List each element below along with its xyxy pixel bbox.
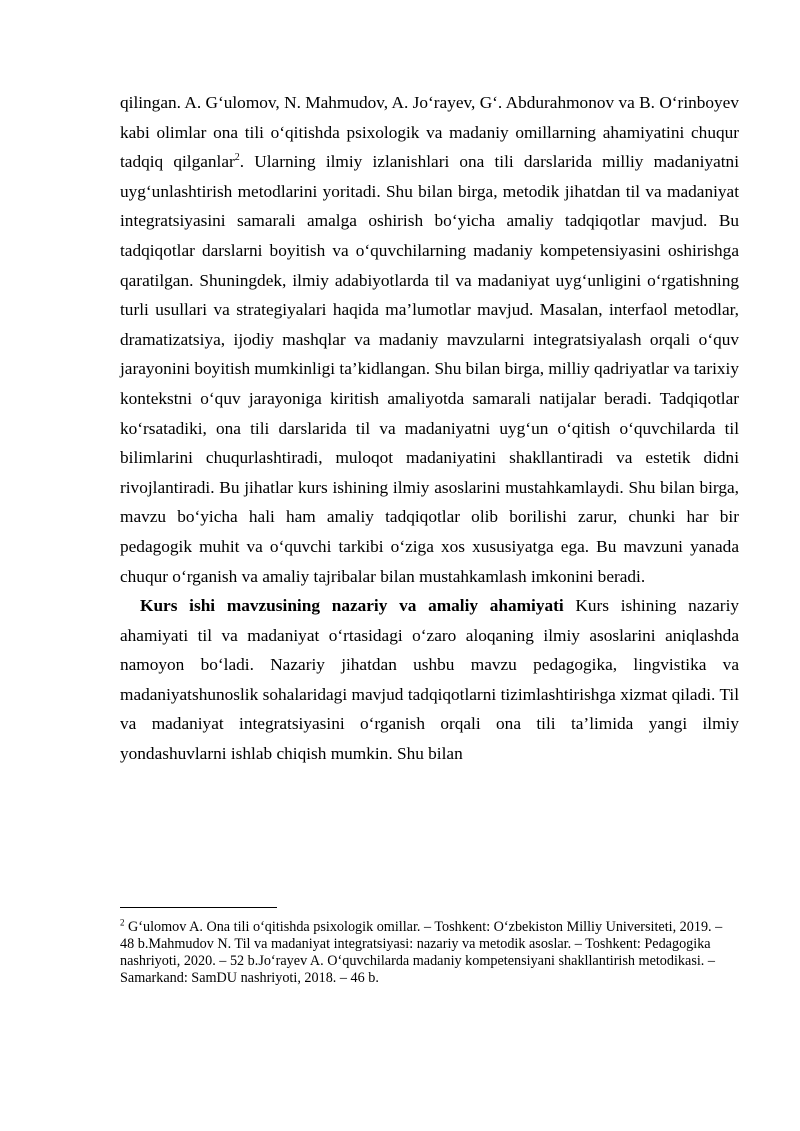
document-body (120, 88, 739, 769)
paragraph-1-text-end: . Ularning ilmiy izlanishlari ona tili darslarida milliy madaniyatni uyg‘unlashtirish metodlarini yoritadi. Shu bilan birga, metodik jihatdan til va madaniyat integratsiyasini samarali amalga oshirish bo‘yicha amaliy tadqiqotlar mavjud. Bu tadqiqotlar darslarni boyitish va o‘quvchilarning madaniy kompetensiyasini oshirishga qaratilgan. Shuningdek, ilmiy adabiyotlarda til va madaniyat uyg‘unligini o‘rgatishning turli usullari va strategiyalari haqida ma’lumotlar mavjud. Masalan, interfaol metodlar, dramatizatsiya, ijodiy mashqlar va madaniy mavzularni integratsiyalash orqali o‘quv jarayonini boyitish mumkinligi ta’kidlangan. Shu bilan birga, milliy qadriyatlar va tarixiy kontekstni o‘quv jarayoniga kiritish amaliyotda samarali natijalar beradi. Tadqiqotlar ko‘rsatadiki, ona tili darslarida til va madaniyatni uyg‘un o‘qitish o‘quvchilarda til bilimlarini chuqurlashtiradi, muloqot madaniyatini shakllantiradi va estetik didni rivojlantiradi. Bu jihatlar kurs ishining ilmiy asoslarini mustahkamlaydi. Shu bilan birga, mavzu bo‘yicha hali ham amaliy tadqiqotlar olib borilishi zarur, chunki har bir pedagogik muhit va o‘quvchi tarkibi o‘ziga xos xususiyatga ega. Bu mavzuni yanada chuqur o‘rganish va amaliy tajribalar bilan mustahkamlash imkonini beradi. (120, 152, 740, 586)
paragraph-2-text: Kurs ishining nazariy ahamiyati til va madaniyat o‘rtasidagi o‘zaro aloqaning ilmiy asoslarini aniqlashda namoyon bo‘ladi. Nazariy jihatdan ushbu mavzu pedagogika, lingvistika va madaniyatshunoslik sohalaridagi mavjud tadqiqotlarni tizimlashtirishga xizmat qiladi. Til va madaniyat integratsiyasini o‘rganish orqali ona tili ta’limida yangi ilmiy yondashuvlarni ishlab chiqish mumkin. Shu bilan (120, 596, 740, 764)
paragraph-1-text-start: qilingan. A. G‘ulomov, N. Mahmudov, A. Jo‘rayev, G‘. Abdurahmonov va B. O‘rinboyev kabi olimlar ona tili o‘qitishda psixologik va madaniy omillarning ahamiyatini chuqur tadqiq qilganlar (120, 93, 739, 172)
paragraph-1 (120, 88, 739, 591)
footnote-divider (120, 907, 277, 908)
paragraph-2 (120, 591, 739, 769)
section-heading: Kurs ishi mavzusining nazariy va amaliy ahamiyati (140, 596, 564, 616)
footnote (120, 919, 739, 987)
footnote-number: 2 (120, 917, 125, 928)
footnote-text: G‘ulomov A. Ona tili o‘qitishda psixologik omillar. – Toshkent: O‘zbekiston Milliy Universiteti, 2019. – 48 b.Mahmudov N. Til va madaniyat integratsiyasi: nazariy va metodik asoslar. – Toshkent: Pedagogika nashriyoti, 2020. – 52 b.Jo‘rayev A. O‘quvchilarda madaniy kompetensiyani shakllantirish metodikasi. – Samarkand: SamDU nashriyoti, 2018. – 46 b. (120, 919, 723, 986)
footnote-reference[interactable]: 2 (234, 152, 240, 164)
